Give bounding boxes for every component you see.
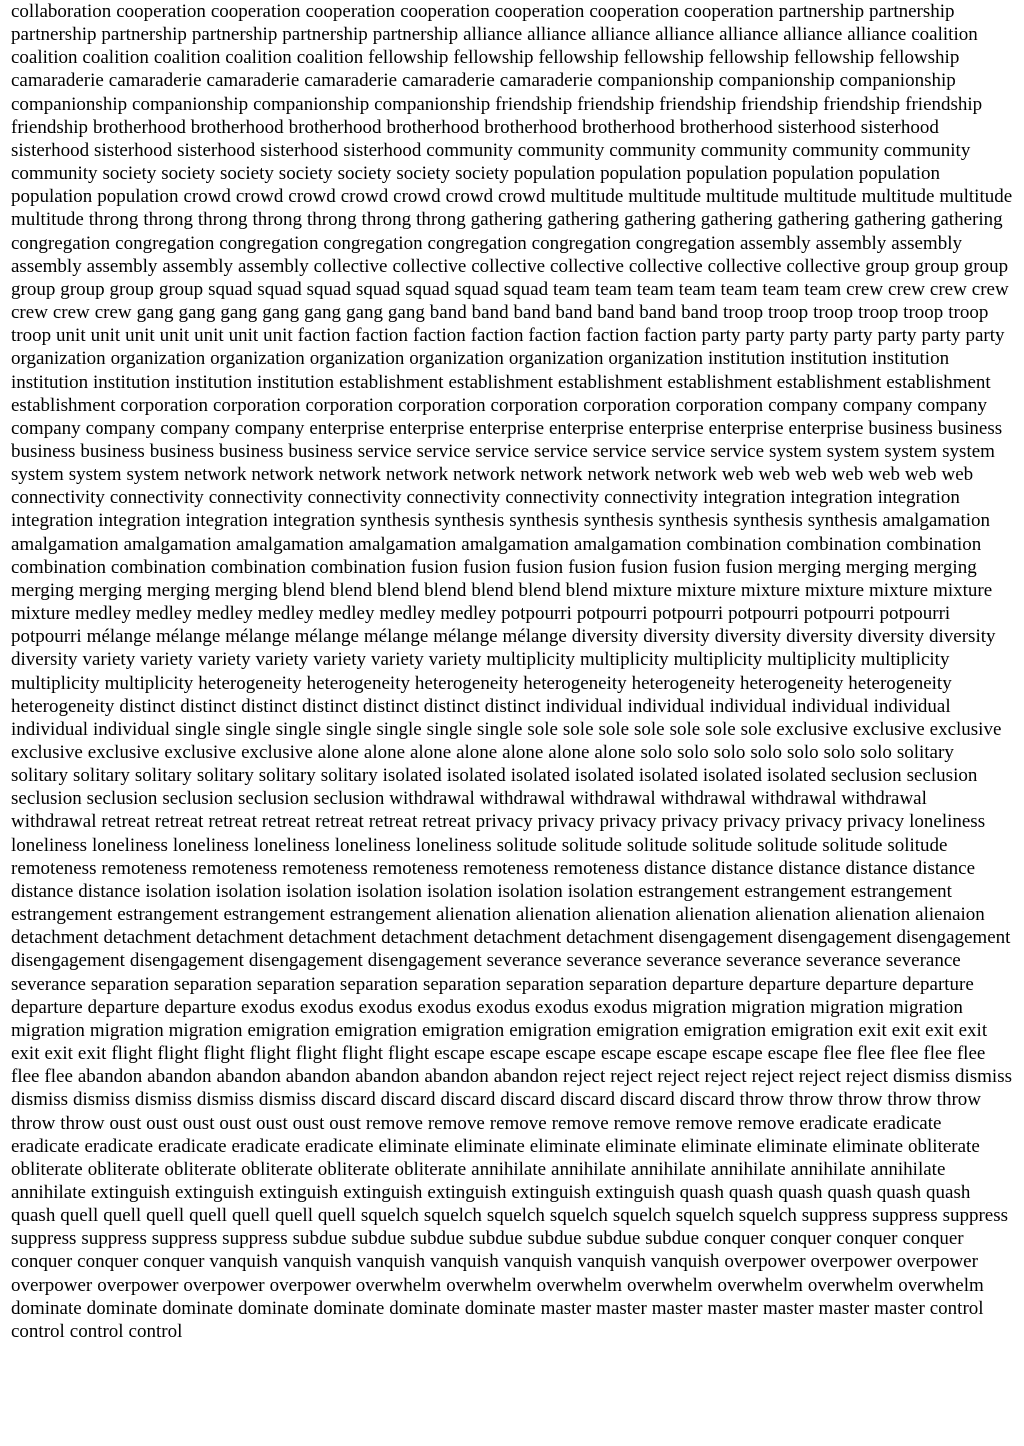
body-text: collaboration cooperation cooperation cooperation cooperation cooperation cooperation cooperation partnership partnership partnership partnership partnership partnership partnership alliance alliance alliance alliance alliance alliance alliance coalition coalition coalition coalition coalition coalition fellowship fellowship fellowship fellowship fellowship fellowship fellowship camaraderie camaraderie camaraderie camaraderie camaraderie camaraderie companionship companionship companionship companionship companionship companionship companionship friendship friendship friendship friendship friendship friendship friendship brotherhood brotherhood brotherhood brotherhood brotherhood brotherhood brotherhood sisterhood sisterhood sisterhood sisterhood sisterhood sisterhood sisterhood community community community community community community community society society society society society society society population population population population population population population crowd crowd crowd crowd crowd crowd crowd multitude multitude multitude multitude multitude multitude multitude throng throng throng throng throng throng throng gathering gathering gathering gathering gathering gathering gathering congregation congregation congregation congregation congregation congregation congregation assembly assembly assembly assembly assembly assembly assembly collective collective collective collective collective collective collective group group group group group group group squad squad squad squad squad squad squad team team team team team team team crew crew crew crew crew crew crew gang gang gang gang gang gang gang band band band band band band band troop troop troop troop troop troop troop unit unit unit unit unit unit unit faction faction faction faction faction faction faction party party party party party party party organization organization organization organization organization organization organization institution institution institution institution institution institution institution establishment establishment establishment establishment establishment establishment establishment corporation corporation corporation corporation corporation corporation corporation company company company company company company company enterprise enterprise enterprise enterprise enterprise enterprise enterprise business business business business business business business service service service service service service service system system system system system system system network network network network network network network network web web web web web web web connectivity connectivity connectivity connectivity connectivity connectivity connectivity integration integration integration integration integration integration integration synthesis synthesis synthesis synthesis synthesis synthesis synthesis amalgamation amalgamation amalgamation amalgamation amalgamation amalgamation amalgamation combination combination combination combination combination combination combination fusion fusion fusion fusion fusion fusion fusion merging merging merging merging merging merging merging blend blend blend blend blend blend blend mixture mixture mixture mixture mixture mixture mixture medley medley medley medley medley medley medley potpourri potpourri potpourri potpourri potpourri potpourri potpourri mélange mélange mélange mélange mélange mélange mélange diversity diversity diversity diversity diversity diversity diversity variety variety variety variety variety variety variety multiplicity multiplicity multiplicity multiplicity multiplicity multiplicity multiplicity heterogeneity heterogeneity heterogeneity heterogeneity heterogeneity heterogeneity heterogeneity heterogeneity distinct distinct distinct distinct distinct distinct distinct individual individual individual individual individual individual individual single single single single single single single sole sole sole sole sole sole sole exclusive exclusive exclusive exclusive exclusive exclusive exclusive alone alone alone alone alone alone alone solo solo solo solo solo solo solo solitary solitary solitary solitary solitary solitary solitary isolated isolated isolated isolated isolated isolated isolated seclusion seclusion seclusion seclusion seclusion seclusion seclusion withdrawal withdrawal withdrawal withdrawal withdrawal withdrawal withdrawal retreat retreat retreat retreat retreat retreat retreat privacy privacy privacy privacy privacy privacy privacy loneliness loneliness loneliness loneliness loneliness loneliness loneliness solitude solitude solitude solitude solitude solitude solitude remoteness remoteness remoteness remoteness remoteness remoteness remoteness distance distance distance distance distance distance distance isolation isolation isolation isolation isolation isolation isolation estrangement estrangement estrangement estrangement estrangement estrangement estrangement alienation alienation alienation alienation alienation alienation alienaion detachment detachment detachment detachment detachment detachment detachment disengagement disengagement disengagement disengagement disengagement disengagement disengagement severance severance severance severance severance severance severance separation separation separation separation separation separation separation departure departure departure departure departure departure departure exodus exodus exodus exodus exodus exodus exodus migration migration migration migration migration migration migration emigration emigration emigration emigration emigration emigration emigration exit exit exit exit exit exit exit flight flight flight flight flight flight flight escape escape escape escape escape escape escape flee flee flee flee flee flee flee abandon abandon abandon abandon abandon abandon abandon reject reject reject reject reject reject reject dismiss dismiss dismiss dismiss dismiss dismiss dismiss discard discard discard discard discard discard discard throw throw throw throw throw throw throw oust oust oust oust oust oust oust remove remove remove remove remove remove remove eradicate eradicate eradicate eradicate eradicate eradicate eradicate eliminate eliminate eliminate eliminate eliminate eliminate eliminate obliterate obliterate obliterate obliterate obliterate obliterate obliterate annihilate annihilate annihilate annihilate annihilate annihilate annihilate extinguish extinguish extinguish extinguish extinguish extinguish extinguish quash quash quash quash quash quash quash quell quell quell quell quell quell quell squelch squelch squelch squelch squelch squelch squelch suppress suppress suppress suppress suppress suppress suppress subdue subdue subdue subdue subdue subdue subdue conquer conquer conquer conquer conquer conquer conquer vanquish vanquish vanquish vanquish vanquish vanquish vanquish overpower overpower overpower overpower overpower overpower overpower overwhelm overwhelm overwhelm overwhelm overwhelm overwhelm overwhelm dominate dominate dominate dominate dominate dominate dominate master master master master master master master control control control control xyxy=(11,1,1013,1342)
